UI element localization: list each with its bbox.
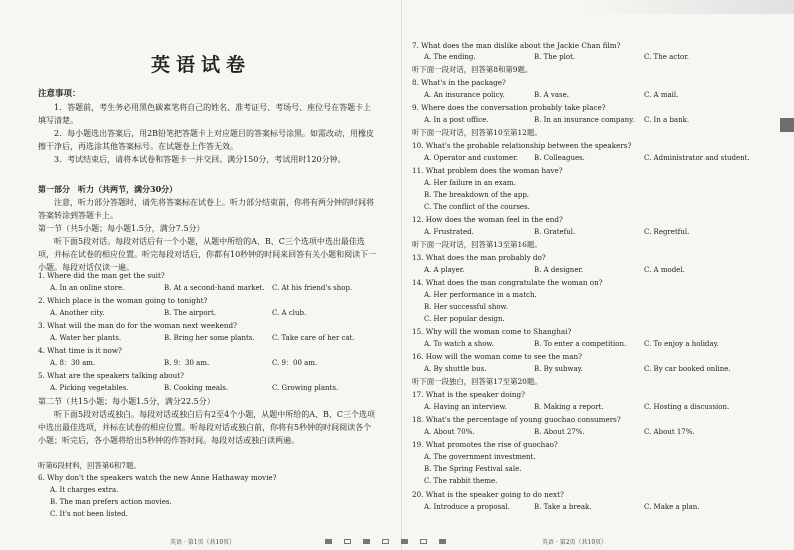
instruction-6-7: 听第6段材料，回答第6和7题。 (38, 461, 141, 470)
option-c[interactable]: C. Growing plants. (272, 384, 339, 392)
option-a[interactable]: A. Her performance in a match. (424, 291, 537, 299)
option-a[interactable]: A. In an online store. (50, 284, 125, 292)
option-c[interactable]: C. A model. (644, 266, 685, 274)
question-16: 16. How will the woman come to see the man? (412, 352, 582, 361)
marker (344, 539, 351, 544)
instruction-13-16: 听下面一段对话，回答第13至第16题。 (412, 240, 542, 249)
notice-item-2: 2．每小题选出答案后，用2B铅笔把答题卡上对应题目的答案标号涂黑。如需改动，用橡皮擦干净后，再选涂其他答案标号。在试题卷上作答无效。 (38, 129, 375, 151)
section1-intro: 听下面5段对话。每段对话后有一个小题，从题中所给的A、B、C三个选项中选出最佳选项，并标在试卷的相应位置。听完每段对话后，你都有10秒钟的时间来回答有关小题和阅读下一小题。每段对话仅读一遍。 (38, 237, 377, 272)
option-a[interactable]: A. Another city. (50, 309, 105, 317)
question-19: 19. What promotes the rise of guochao? (412, 440, 558, 449)
instruction-17-20: 听下面一段独白，回答第17至第20题。 (412, 377, 542, 386)
section1-heading: 第一节（共5小题；每小题1.5分，满分7.5分） (38, 224, 205, 233)
option-c[interactable]: C. The conflict of the courses. (424, 203, 530, 211)
option-b[interactable]: B. The Spring Festival sale. (424, 465, 522, 473)
question-8: 8. What's in the package? (412, 78, 506, 87)
option-b[interactable]: B. By subway. (534, 365, 583, 373)
question-13: 13. What does the man probably do? (412, 253, 546, 262)
option-a[interactable]: A. In a post office. (424, 116, 489, 124)
instruction-8-9: 听下面一段对话，回答第8和第9题。 (412, 65, 533, 74)
option-a[interactable]: A. The government investment. (424, 453, 536, 461)
option-b[interactable]: B. Cooking meals. (164, 384, 229, 392)
question-9: 9. Where does the conversation probably take place? (412, 103, 606, 112)
question-6: 6. Why don't the speakers watch the new Anne Hathaway movie? (38, 473, 277, 482)
question-11: 11. What problem does the woman have? (412, 166, 563, 175)
section2 (38, 395, 378, 447)
option-c[interactable]: C. 9：00 am. (272, 359, 318, 367)
page-footer-left: 英语 · 第1页（共10页） (170, 539, 236, 546)
option-a[interactable]: A. Operator and customer. (424, 154, 519, 162)
notice-item-1: 1．答题前，考生务必用黑色碳素笔将自己的姓名、准考证号、考场号、座位号在答题卡上填写清楚。 (38, 103, 372, 125)
option-a[interactable]: A. Frustrated. (424, 228, 474, 236)
option-b[interactable]: B. The breakdown of the app. (424, 191, 530, 199)
option-b[interactable]: B. The man prefers action movies. (50, 498, 172, 506)
option-b[interactable]: B. At a second-hand market. (164, 284, 265, 292)
option-b[interactable]: B. The airport. (164, 309, 216, 317)
marker (325, 539, 332, 544)
option-b[interactable]: B. The plot. (534, 53, 576, 61)
option-b[interactable]: B. About 27%. (534, 428, 585, 436)
option-a[interactable]: A. An insurance policy. (424, 91, 505, 99)
option-b[interactable]: B. Making a report. (534, 403, 604, 411)
section2-heading: 第二节（共15小题；每小题1.5分，满分22.5分） (38, 397, 215, 406)
option-a[interactable]: A. A player. (424, 266, 465, 274)
part1-intro: 注意，听力部分答题时，请先将答案标在试卷上。听力部分结束前，你将有两分钟的时间将答案转涂到答题卡上。 (38, 198, 374, 220)
question-20: 20. What is the speaker going to do next? (412, 490, 564, 499)
option-a[interactable]: A. By shuttle bus. (424, 365, 487, 373)
part1 (38, 183, 378, 274)
option-c[interactable]: C. Administrator and student. (644, 154, 750, 162)
question-2: 2. Which place is the woman going to tonight? (38, 296, 208, 305)
option-c[interactable]: C. The actor. (644, 53, 690, 61)
marker (363, 539, 370, 544)
option-c[interactable]: C. Make a plan. (644, 503, 700, 511)
option-b[interactable]: B. In an insurance company. (534, 116, 635, 124)
option-c[interactable]: C. Take care of her cat. (272, 334, 355, 342)
question-7: 7. What does the man dislike about the Jackie Chan film? (412, 41, 621, 50)
option-c[interactable]: C. In a bank. (644, 116, 690, 124)
option-c[interactable]: C. The rabbit theme. (424, 477, 498, 485)
question-12: 12. How does the woman feel in the end? (412, 215, 563, 224)
instruction-10-12: 听下面一段对话，回答第10至第12题。 (412, 128, 542, 137)
option-c[interactable]: C. Hosting a discussion. (644, 403, 730, 411)
option-b[interactable]: B. Bring her some plants. (164, 334, 255, 342)
option-c[interactable]: C. At his friend's shop. (272, 284, 353, 292)
exam-title: 英语试卷 (150, 54, 251, 76)
question-17: 17. What is the speaker doing? (412, 390, 525, 399)
option-b[interactable]: B. A vase. (534, 91, 569, 99)
question-4: 4. What time is it now? (38, 346, 122, 355)
option-b[interactable]: B. Her successful show. (424, 303, 508, 311)
option-a[interactable]: A. Having an interview. (424, 403, 507, 411)
option-a[interactable]: A. 8：30 am. (50, 359, 96, 367)
option-a[interactable]: A. About 70%. (424, 428, 475, 436)
option-a[interactable]: A. Her failure in an exam. (424, 179, 516, 187)
option-b[interactable]: B. 9：30 am. (164, 359, 210, 367)
part1-heading: 第一部分 听力（共两节，满分30分） (38, 184, 178, 194)
question-5: 5. What are the speakers talking about? (38, 371, 185, 380)
option-a[interactable]: A. Water her plants. (50, 334, 122, 342)
question-3: 3. What will the man do for the woman next weekend? (38, 321, 237, 330)
option-b[interactable]: B. To enter a competition. (534, 340, 627, 348)
question-18: 18. What's the percentage of young guochao consumers? (412, 415, 621, 424)
option-a[interactable]: A. It charges extra. (50, 486, 119, 494)
page-right (402, 0, 794, 550)
option-b[interactable]: B. Take a break. (534, 503, 592, 511)
option-b[interactable]: B. A designer. (534, 266, 584, 274)
notice-heading: 注意事项： (38, 89, 81, 99)
option-c[interactable]: C. Her popular design. (424, 315, 505, 323)
option-a[interactable]: A. To watch a show. (424, 340, 494, 348)
option-c[interactable]: C. Regretful. (644, 228, 690, 236)
question-10: 10. What's the probable relationship between the speakers? (412, 141, 632, 150)
option-b[interactable]: B. Colleagues. (534, 154, 585, 162)
notice (38, 88, 378, 166)
option-a[interactable]: A. Picking vegetables. (50, 384, 129, 392)
question-15: 15. Why will the woman come to Shanghai? (412, 327, 572, 336)
option-a[interactable]: A. Introduce a proposal. (424, 503, 510, 511)
option-c[interactable]: C. A mail. (644, 91, 679, 99)
option-a[interactable]: A. The ending. (424, 53, 476, 61)
question-14: 14. What does the man congratulate the woman on? (412, 278, 603, 287)
option-c[interactable]: C. It's not been listed. (50, 510, 128, 518)
option-c[interactable]: C. By car booked online. (644, 365, 731, 373)
section2-intro: 听下面5段对话或独白。每段对话或独白后有2至4个小题，从题中所给的A、B、C三个选项中选出最佳选项，并标在试卷的相应位置。听每段对话或独白前，你将有5秒钟的时间阅读各个小题；听完后，各小题将给出5秒钟的作答时间。每段对话或独白读两遍。 (38, 410, 376, 445)
option-c[interactable]: C. About 17%. (644, 428, 695, 436)
marker (382, 539, 389, 544)
page-footer-right: 英语 · 第2页（共10页） (542, 539, 608, 546)
option-b[interactable]: B. Grateful. (534, 228, 576, 236)
option-c[interactable]: C. A club. (272, 309, 307, 317)
option-c[interactable]: C. To enjoy a holiday. (644, 340, 719, 348)
notice-item-3: 3．考试结束后，请将本试卷和答题卡一并交回。满分150分，考试用时120分钟。 (54, 155, 346, 164)
question-1: 1. Where did the man get the suit? (38, 271, 165, 280)
